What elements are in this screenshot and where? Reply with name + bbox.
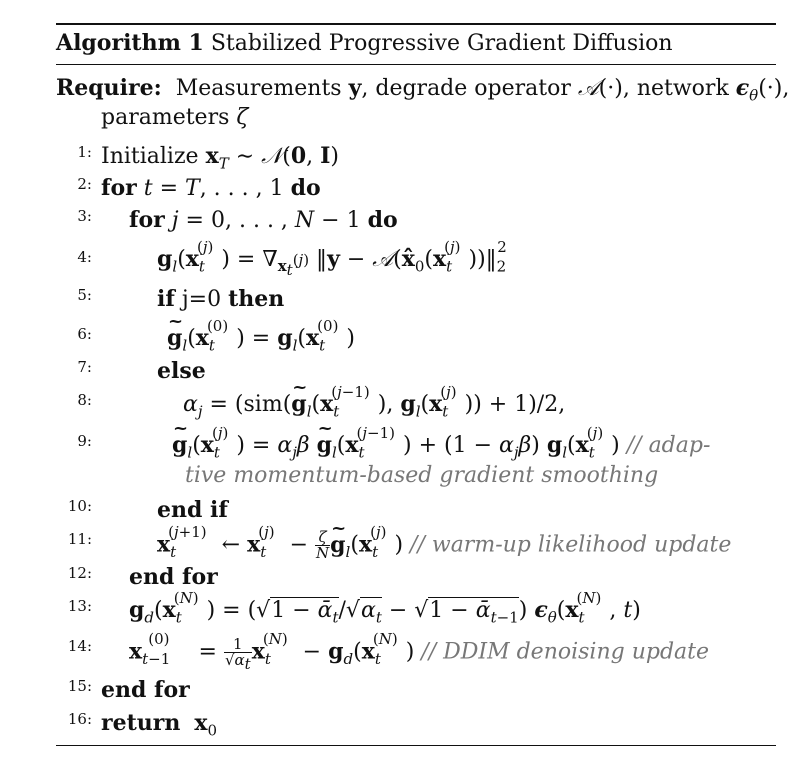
line-code: $x_{t-1}^{(0)}$ = $\frac{1}{√\alpha_t}$ $x_t^{(N)} - g_d(x_t^{(N)})$ // DDIM denoising update (129, 630, 710, 673)
line-code: ~ $g_l(x_t^{(0)}) = g_l(x_t^{(0)})$ (167, 325, 355, 351)
line-number: 16: (67, 710, 92, 728)
line-number: 4: (77, 248, 92, 266)
line-number: 10: (67, 497, 92, 515)
line-code: if j=0 then (157, 286, 285, 312)
line-code: end if (157, 497, 228, 523)
line-number: 11: (67, 530, 92, 548)
line-number: 14: (67, 637, 92, 655)
bottom-rule (56, 745, 776, 746)
top-rule (56, 23, 776, 25)
line-code: $\alpha_j$ = (sim(~ $g_l(x_t^{(j-1)})$, $g_l(x_t^{(j)})) + 1)/2$, (183, 391, 565, 417)
line-number: 9: (77, 432, 92, 450)
line-number: 7: (77, 358, 92, 376)
line-code: return $x_0$ (101, 710, 218, 740)
algorithm-title (56, 30, 673, 56)
algorithm-label: Algorithm 1 (56, 30, 204, 56)
comment-continuation: tive momentum-based gradient smoothing (185, 463, 659, 488)
line-code: end for (129, 564, 218, 590)
line-number: 1: (77, 143, 92, 161)
comment: // DDIM denoising update (421, 639, 710, 665)
line-code: $g_l(x_t^{(j)}) = \nabla_{x_t^{(j)}}$ ‖y − $𝒜(x̂_0(x_t^{(j)}))‖_2^2$ (157, 237, 507, 280)
line-code: Initialize $x_T$ ∼ 𝒩(0, I) (101, 143, 340, 173)
require-line (56, 73, 789, 105)
require-text: Measurements y, degrade operator 𝒜(·), network $\epsilon_\theta(\cdot)$, (175, 75, 789, 105)
comment: // warm-up likelihood update (410, 532, 732, 558)
comment: // adap- (626, 433, 711, 458)
line-code: else (157, 358, 206, 384)
line-code: for t = T, . . . , 1 do (101, 175, 321, 201)
algorithm-name: Stabilized Progressive Gradient Diffusion (210, 31, 673, 56)
line-number: 13: (67, 597, 92, 615)
line-code: ~ $g_l(x_t^{(j)}) = \alpha_j\beta$ ~ $g_l(x_t^{(j-1)}) + (1 - \alpha_j\beta)$ $g_l(x_t^{(j)})$ // adap- (172, 432, 710, 458)
line-number: 2: (77, 175, 92, 193)
line-number: 12: (67, 564, 92, 582)
line-number: 6: (77, 325, 92, 343)
title-rule (56, 64, 776, 65)
line-number: 15: (67, 677, 92, 695)
line-code: for j = 0, . . . , N − 1 do (129, 207, 398, 233)
line-number: 8: (77, 391, 92, 409)
line-number: 3: (77, 207, 92, 225)
line-code: end for (101, 677, 190, 703)
line-code: $x_t^{(j+1)}$ ← $x_t^{(j)}$ − $\frac{\zeta}{N}$ ~ $g_l(x_t^{(j)})$ // warm-up likelihood update (157, 530, 731, 561)
line-code: $g_d(x_t^{(N)}) = (√1$ − $ᾱ_t/√\alpha_t - √1$ − ᾱ$_{t-1}$) $\epsilon_\theta(x_t^{(N)}$, t) (129, 588, 641, 627)
require-continuation: parameters ζ (101, 105, 249, 130)
line-number: 5: (77, 286, 92, 304)
require-label: Require: (56, 75, 162, 101)
